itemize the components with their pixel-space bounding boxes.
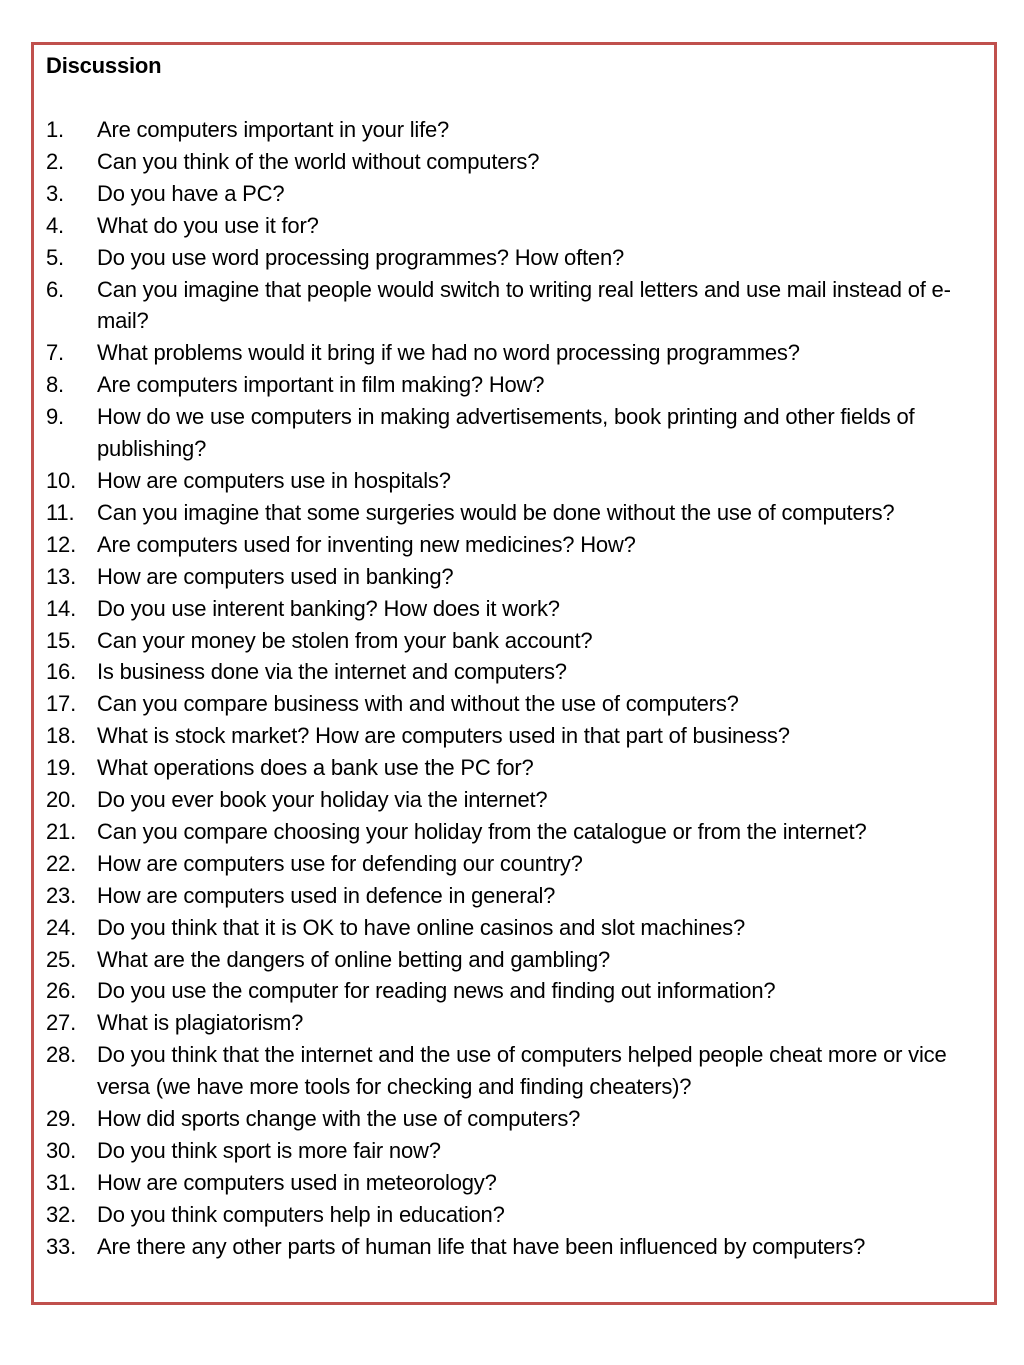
question-text: What do you use it for? [97, 212, 319, 238]
question-text: Is business done via the internet and computers? [97, 659, 567, 685]
question-item [46, 242, 981, 274]
question-item [46, 784, 981, 816]
question-number: 27. [46, 1010, 76, 1036]
question-item [46, 497, 981, 529]
question-text: What operations does a bank use the PC for? [97, 755, 534, 781]
question-text: Do you use word processing programmes? How often? [97, 244, 625, 270]
question-number: 15. [46, 627, 76, 653]
question-number: 10. [46, 467, 76, 493]
question-text: How are computers used in meteorology? [97, 1169, 497, 1195]
question-number: 16. [46, 659, 76, 685]
question-number: 3. [46, 180, 64, 206]
question-text: Do you use the computer for reading news and finding out information? [97, 978, 776, 1004]
question-text: Do you use interent banking? How does it work? [97, 595, 560, 621]
question-item [46, 146, 981, 178]
question-item [46, 401, 981, 465]
question-number: 20. [46, 787, 76, 813]
question-item [46, 465, 981, 497]
question-number: 1. [46, 117, 64, 142]
question-number: 29. [46, 1106, 76, 1132]
question-number: 23. [46, 882, 76, 908]
question-number: 21. [46, 818, 76, 844]
question-text: What is stock market? How are computers used in that part of business? [97, 723, 790, 749]
question-number: 26. [46, 978, 76, 1004]
page-title: Discussion [46, 53, 162, 78]
question-text: Are computers important in your life? [97, 117, 450, 142]
question-item [46, 1199, 981, 1231]
question-text: Can you imagine that people would switch to writing real letters and use mail instead of e-mail? [97, 276, 951, 334]
question-text: Do you have a PC? [97, 180, 285, 206]
question-item [46, 561, 981, 593]
question-item [46, 1135, 981, 1167]
question-item [46, 975, 981, 1007]
question-number: 31. [46, 1169, 76, 1195]
question-text: Can you imagine that some surgeries would be done without the use of computers? [97, 499, 895, 525]
question-text: Can you think of the world without computers? [97, 148, 540, 174]
question-list [46, 114, 981, 1263]
question-number: 7. [46, 340, 64, 366]
question-text: How are computers use for defending our country? [97, 850, 583, 876]
question-number: 11. [46, 499, 75, 525]
question-item [46, 1167, 981, 1199]
question-item [46, 625, 981, 657]
question-item [46, 944, 981, 976]
question-number: 25. [46, 946, 76, 972]
question-number: 22. [46, 850, 76, 876]
question-item [46, 529, 981, 561]
question-item [46, 656, 981, 688]
question-item [46, 593, 981, 625]
question-text: Do you think that it is OK to have online casinos and slot machines? [97, 914, 745, 940]
question-text: What is plagiatorism? [97, 1010, 304, 1036]
question-number: 30. [46, 1138, 76, 1163]
question-text: Can you compare choosing your holiday from the catalogue or from the internet? [97, 818, 867, 844]
question-number: 5. [46, 244, 64, 270]
question-item [46, 720, 981, 752]
question-item [46, 337, 981, 369]
question-number: 24. [46, 914, 76, 940]
question-item [46, 1007, 981, 1039]
question-number: 4. [46, 212, 64, 238]
question-number: 17. [46, 691, 76, 717]
question-number: 19. [46, 755, 76, 781]
question-number: 12. [46, 531, 76, 557]
question-number: 9. [46, 404, 64, 430]
question-text: Do you think that the internet and the use of computers helped people cheat more or vice versa (we have more tools for checking and finding cheaters)? [97, 1042, 947, 1100]
question-text: Do you think computers help in education? [97, 1201, 505, 1227]
question-text: What are the dangers of online betting and gambling? [97, 946, 611, 972]
question-item [46, 752, 981, 784]
question-item [46, 1103, 981, 1135]
question-item [46, 880, 981, 912]
question-text: How do we use computers in making advertisements, book printing and other fields of publishing? [97, 404, 915, 462]
question-item [46, 848, 981, 880]
question-number: 14. [46, 595, 76, 621]
question-text: Are computers important in film making? How? [97, 372, 545, 398]
question-number: 33. [46, 1233, 76, 1259]
question-text: Do you ever book your holiday via the internet? [97, 787, 548, 813]
question-text: Are computers used for inventing new medicines? How? [97, 531, 636, 557]
question-item [46, 1039, 981, 1103]
question-text: How are computers used in banking? [97, 563, 454, 589]
question-item [46, 912, 981, 944]
question-item [46, 274, 981, 338]
question-text: Can you compare business with and without the use of computers? [97, 691, 739, 717]
question-number: 6. [46, 276, 64, 302]
question-text: Can your money be stolen from your bank account? [97, 627, 593, 653]
question-number: 32. [46, 1201, 76, 1227]
question-item [46, 210, 981, 242]
question-item [46, 114, 981, 146]
question-item [46, 816, 981, 848]
question-item [46, 178, 981, 210]
question-number: 18. [46, 723, 76, 749]
question-item [46, 1231, 981, 1263]
question-text: How did sports change with the use of computers? [97, 1106, 581, 1132]
question-text: Are there any other parts of human life that have been influenced by computers? [97, 1233, 866, 1259]
question-number: 2. [46, 148, 64, 174]
question-text: How are computers use in hospitals? [97, 467, 451, 493]
question-item [46, 369, 981, 401]
question-text: What problems would it bring if we had no word processing programmes? [97, 340, 800, 366]
question-item [46, 688, 981, 720]
question-number: 13. [46, 563, 76, 589]
question-text: Do you think sport is more fair now? [97, 1138, 441, 1163]
question-number: 28. [46, 1042, 76, 1068]
question-number: 8. [46, 372, 64, 398]
question-text: How are computers used in defence in general? [97, 882, 556, 908]
